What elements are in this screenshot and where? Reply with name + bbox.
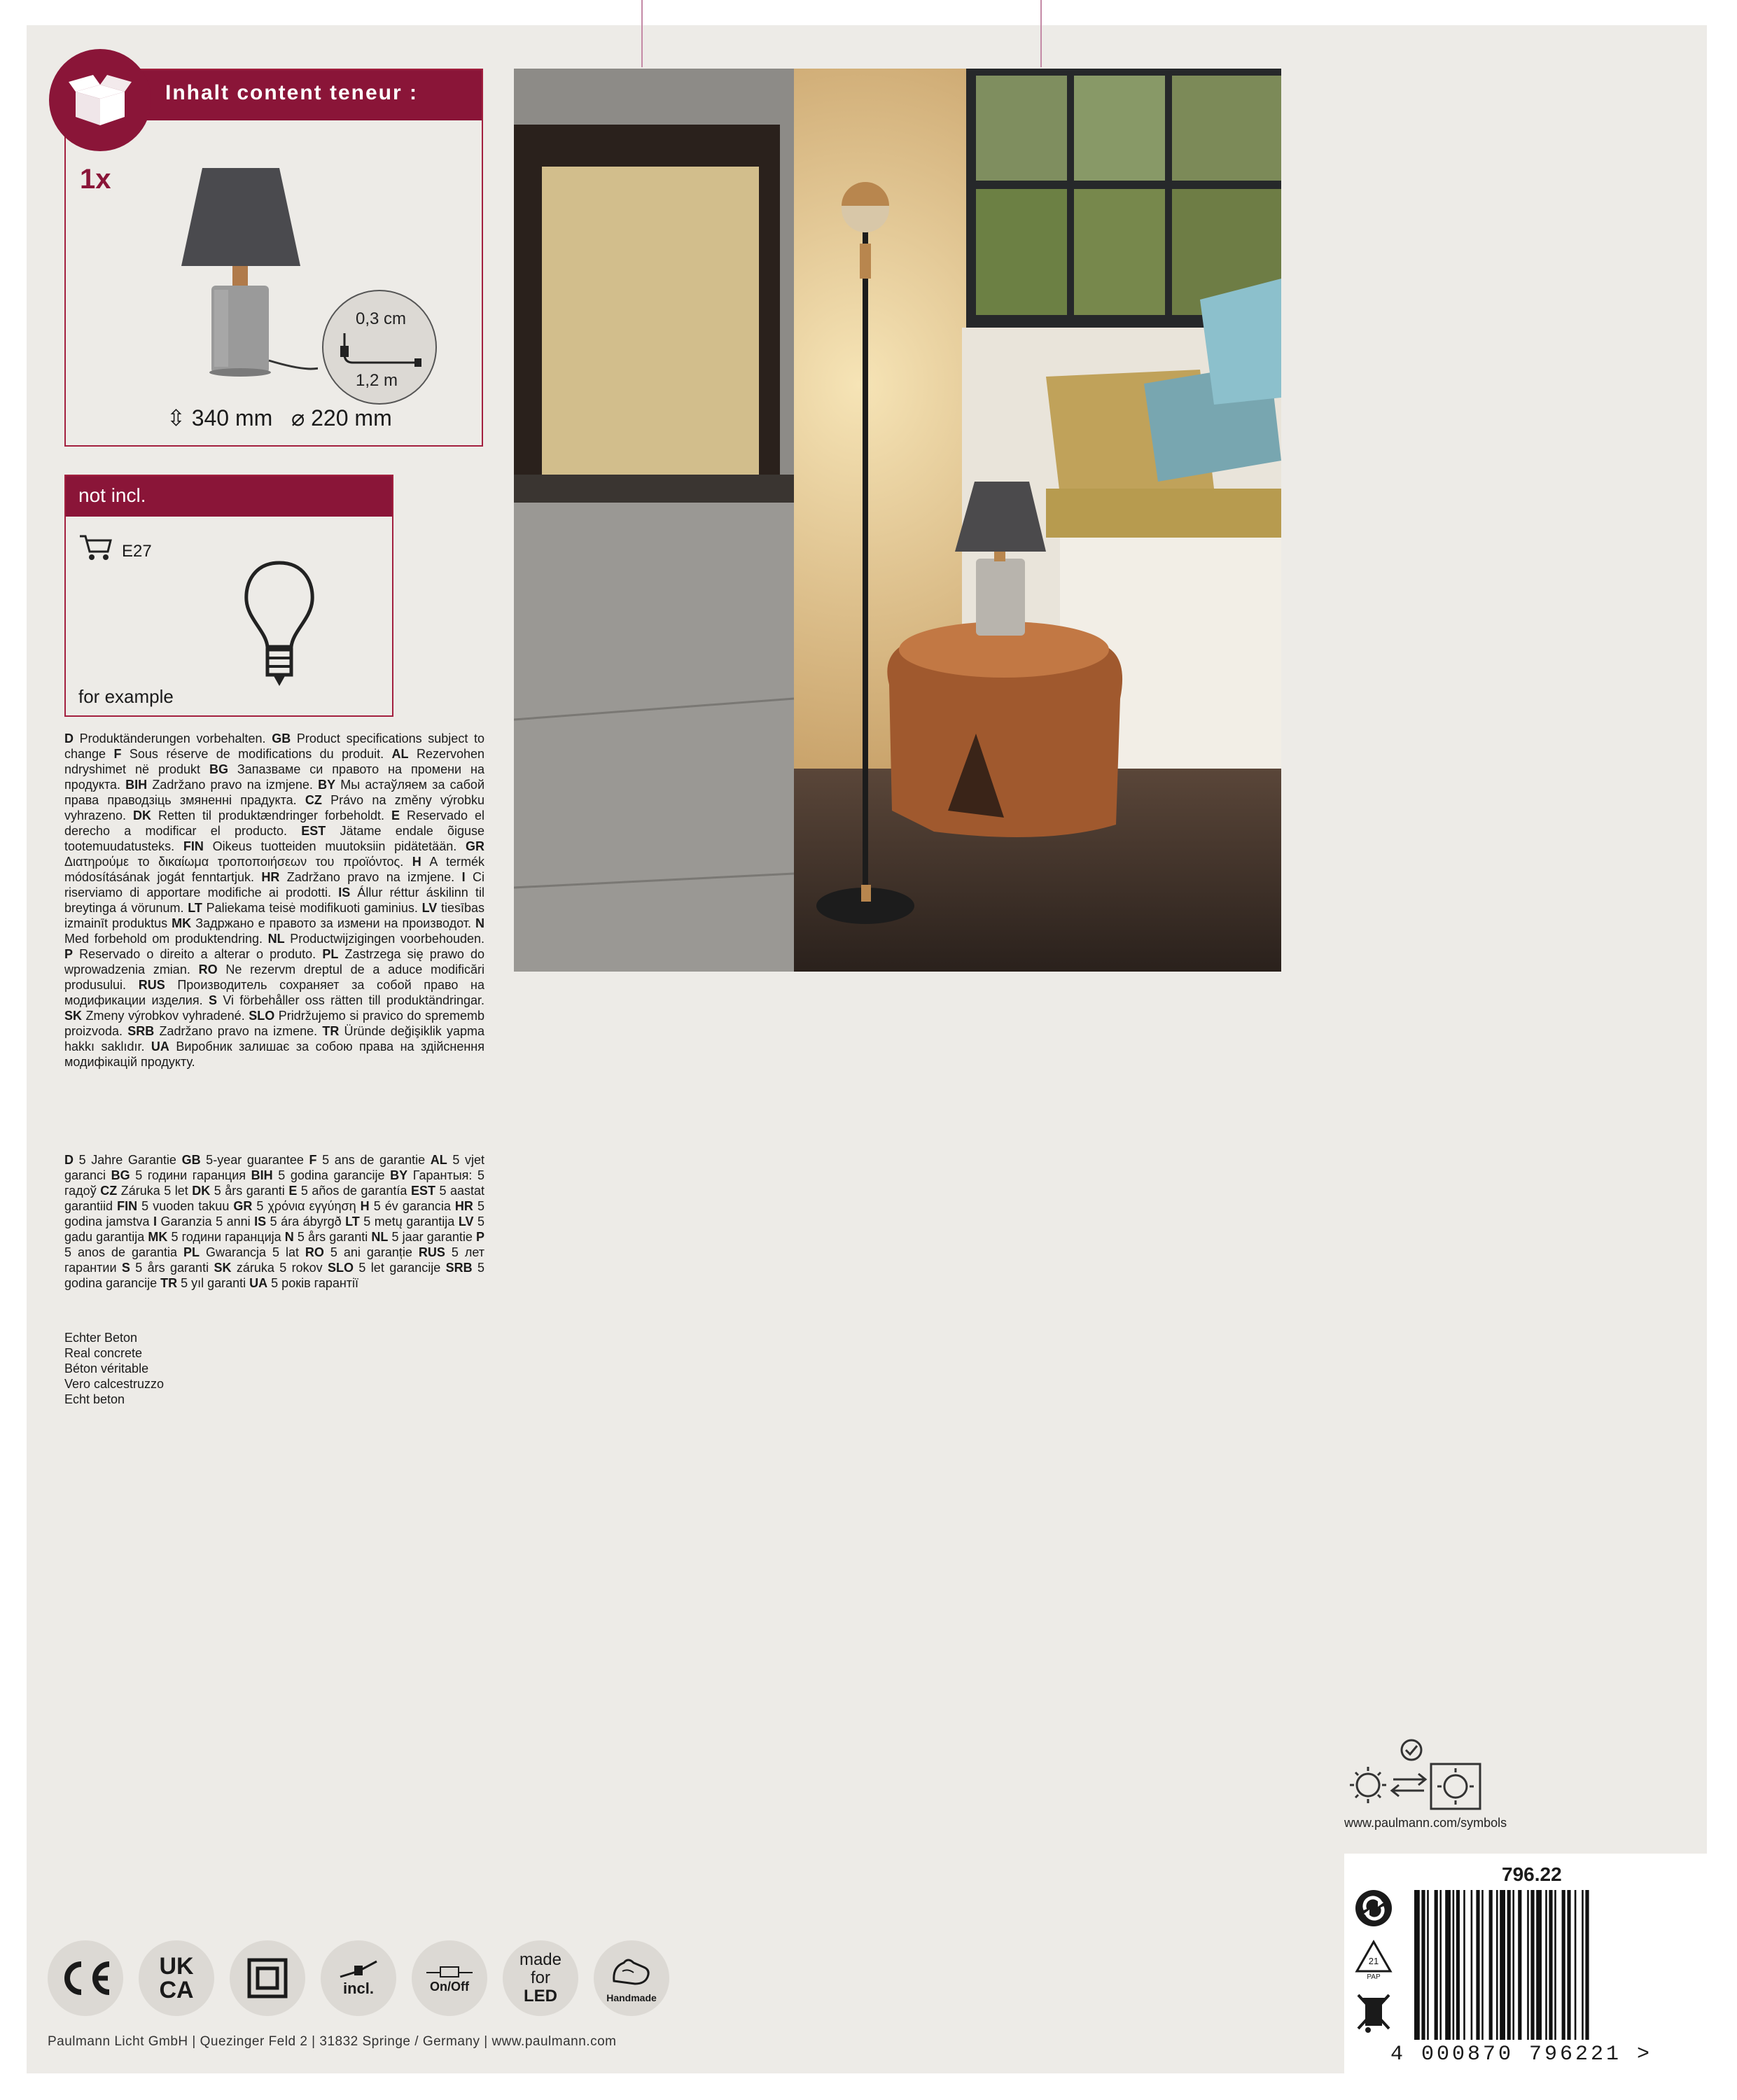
company-address: Paulmann Licht GmbH | Quezinger Feld 2 | 31832 Springe / Germany | www.paulmann.com (48, 2034, 617, 2049)
warranty-text: 5 év garancia (369, 1199, 455, 1213)
barcode-bar (1481, 1890, 1484, 2040)
barcode-bar (1536, 1890, 1542, 2040)
warranty-code: IS (254, 1214, 267, 1228)
warranty-text: 5 yıl garanti (177, 1276, 250, 1290)
warranty-code: EST (410, 1184, 435, 1198)
barcode-bar (1414, 1890, 1420, 2040)
disclaimer-text: Právo na změny výrobku vyhrazeno. (64, 793, 484, 822)
barcode-bar (1585, 1890, 1589, 2040)
shopping-cart-icon (78, 532, 113, 563)
barcode-bar (1435, 1890, 1438, 2040)
disclaimer-text: Zadržano pravo na izmjene. (147, 778, 319, 792)
warranty-code: MK (148, 1230, 168, 1244)
warranty-text: 5 anos de garantia (64, 1245, 183, 1259)
protection-class-ii-icon (230, 1940, 305, 2016)
warranty-code: GR (233, 1199, 253, 1213)
ean-number: 4 000870 796221 > (1390, 2043, 1653, 2066)
disclaimer-code: DK (133, 808, 152, 822)
warranty-code: D (64, 1153, 74, 1167)
disclaimer-code: EST (301, 824, 326, 838)
pap-label: PAP (1367, 1973, 1381, 1980)
disclaimer-code: NL (267, 932, 285, 946)
warranty-code: F (309, 1153, 317, 1167)
disclaimer-code: LT (188, 901, 202, 915)
warranty-text: 5 gadu garantija (64, 1214, 484, 1244)
disclaimer-text: Производитель сохраняет за собой право на модификации изделия. (64, 978, 484, 1007)
disclaimer-code: RUS (138, 978, 165, 992)
disclaimer-code: MK (172, 916, 192, 930)
symbols-url: www.paulmann.com/symbols (1344, 1816, 1507, 1830)
product-lifestyle-photo (514, 69, 1281, 972)
cable-cross-section: 0,3 cm (356, 309, 407, 328)
warranty-text: 5 років гарантії (267, 1276, 359, 1290)
height-arrow-icon: ⇳ (167, 405, 186, 430)
barcode-panel (1344, 1854, 1707, 2073)
warranty-text: záruka 5 rokov (231, 1261, 328, 1275)
disclaimer-code: FIN (183, 839, 204, 853)
warranty-text: 5 aastat garantiid (64, 1184, 485, 1213)
warranty-text: 5 godina garancije (64, 1261, 485, 1290)
disclaimer-text: tiesības izmainīt produktus (64, 901, 485, 930)
disclaimer-code: BY (318, 778, 336, 792)
warranty-code: FIN (117, 1199, 138, 1213)
on-off-label: On/Off (430, 1979, 469, 1994)
disclaimer-text: Zmeny výrobkov vyhradené. (82, 1009, 249, 1023)
disclaimer-text: Product specifications subject to change (64, 732, 484, 761)
warranty-text: 5 години гаранција (167, 1230, 285, 1244)
barcode-bar (1562, 1890, 1565, 2040)
warranty-text: 5 metų garantija (359, 1214, 459, 1228)
disclaimer-code: SLO (249, 1009, 275, 1023)
for-label: for (530, 1968, 550, 1987)
pap-number: 21 (1368, 1956, 1379, 1966)
disclaimer-code: AL (391, 747, 409, 761)
warranty-code: P (476, 1230, 485, 1244)
disclaimer-text: Zastrzega się prawo do wprowadzenia zmian. (64, 947, 484, 976)
barcode-bar (1453, 1890, 1455, 2040)
disclaimer-code: HR (261, 870, 280, 884)
led-compatibility-symbols (1344, 1739, 1498, 1823)
warranty-code: N (284, 1230, 294, 1244)
disclaimer-code: I (461, 870, 466, 884)
disclaimer-text: Мы астаўляем за сабой права праводзіць змяненні прадукта. (64, 778, 484, 807)
disclaimer-text: Produktänderungen vorbehalten. (74, 732, 272, 746)
product-change-disclaimer (64, 731, 484, 1070)
barcode-bar (1445, 1890, 1451, 2040)
disclaimer-text: Zadržano pravo na izmene. (154, 1024, 323, 1038)
warranty-text: 5 vjet garanci (64, 1153, 484, 1182)
led-label: LED (523, 1987, 557, 2005)
disclaimer-text: Pridržujemo si pravico do sprememb proizvoda. (64, 1009, 484, 1038)
ukca-bottom: CA (159, 1977, 194, 2003)
warranty-text: Záruka 5 let (117, 1184, 193, 1198)
dimensions (167, 405, 392, 431)
disclaimer-code: BIH (125, 778, 148, 792)
disclaimer-code: SK (64, 1009, 83, 1023)
warranty-code: BG (111, 1168, 130, 1182)
barcode-bar (1545, 1890, 1547, 2040)
crossed-bin-icon (1353, 1991, 1395, 2036)
barcode-bar (1554, 1890, 1556, 2040)
disclaimer-text: A termék módosításának jogát fenntartjuk. (64, 855, 484, 884)
not-included-header-band (66, 476, 392, 517)
warranty-text: 5 ani garanție (323, 1245, 419, 1259)
warranty-code: E (288, 1184, 298, 1198)
light-bulb-icon (241, 559, 318, 692)
warranty-code: GB (181, 1153, 201, 1167)
warranty-code: LV (458, 1214, 474, 1228)
warranty-code: SLO (328, 1261, 354, 1275)
disclaimer-text: Állur réttur áskilinn til breytinga á vörunum. (64, 886, 484, 915)
disclaimer-text: Paliekama teisė modifikuoti gaminius. (202, 901, 422, 915)
warranty-text: 5 godina jamstva (64, 1199, 484, 1228)
disclaimer-text: Reservado o direito a alterar o produto. (73, 947, 323, 961)
material-fr: Béton véritable (64, 1362, 149, 1376)
barcode-bar (1518, 1890, 1521, 2040)
disclaimer-text: Задржано е правото за измени на производот. (191, 916, 475, 930)
warranty-code: BY (390, 1168, 408, 1182)
material-en: Real concrete (64, 1346, 143, 1360)
warranty-text: 5 års garanti (210, 1184, 289, 1198)
disclaimer-text: Productwijzigingen voorbehouden. (284, 932, 485, 946)
plug-included-label: incl. (342, 1980, 374, 1997)
not-included-header: not incl. (78, 484, 146, 506)
disclaimer-code: P (64, 947, 74, 961)
ce-mark (48, 1940, 123, 2016)
barcode-bar (1456, 1890, 1460, 2040)
warranty-code: RUS (418, 1245, 445, 1259)
disclaimer-text: Oikeus tuotteiden muutoksiin pidätetään. (203, 839, 466, 853)
barcode-bar (1582, 1890, 1584, 2040)
barcode-bar (1496, 1890, 1498, 2040)
barcode-bar (1471, 1890, 1473, 2040)
disclaimer-code: GR (466, 839, 484, 853)
warranty-text: 5 ára ábyrgð (266, 1214, 346, 1228)
warranty-code: TR (160, 1276, 178, 1290)
warranty-text: Gwarancja 5 lat (200, 1245, 305, 1259)
warranty-code: HR (454, 1199, 473, 1213)
plug-included-icon (321, 1940, 396, 2016)
disclaimer-text: Запазваме си правото на промени на продукта. (64, 762, 485, 792)
table-lamp-drawing (164, 161, 318, 385)
warranty-code: PL (183, 1245, 200, 1259)
warranty-code: SRB (445, 1261, 473, 1275)
disclaimer-text: Sous réserve de modifications du produit. (121, 747, 392, 761)
warranty-text: Garanzia 5 anni (157, 1214, 255, 1228)
disclaimer-text: Ne rezervm dreptul de a aduce modificări produsului. (64, 962, 484, 992)
barcode-bar (1575, 1890, 1577, 2040)
material-list (64, 1330, 164, 1407)
for-example-note: for example (78, 686, 174, 707)
barcode-bar (1427, 1890, 1429, 2040)
disclaimer-code: PL (322, 947, 339, 961)
material-it: Vero calcestruzzo (64, 1377, 165, 1391)
disclaimer-code: CZ (305, 793, 322, 807)
barcode-bar (1549, 1890, 1552, 2040)
disclaimer-text: Üründe değişiklik yapma hakkı saklıdır. (64, 1024, 485, 1054)
handmade-label: Handmade (606, 1992, 657, 2003)
barcode-bar (1439, 1890, 1442, 2040)
disclaimer-text: Med forbehold om produktendring. (64, 932, 268, 946)
warranty-code: H (360, 1199, 370, 1213)
disclaimer-code: N (475, 916, 484, 930)
warranty-code: I (153, 1214, 158, 1228)
warranty-text: 5 χρόνια εγγύηση (252, 1199, 361, 1213)
barcode-bar (1567, 1890, 1570, 2040)
made-label: made (519, 1950, 562, 1969)
height-value: 340 mm (191, 405, 273, 430)
material-nl: Echt beton (64, 1392, 125, 1406)
on-off-switch-icon (412, 1940, 487, 2016)
quantity-label: 1x (80, 164, 111, 195)
warranty-code: CZ (100, 1184, 118, 1198)
disclaimer-text: Διατηρούμε το δικαίωμα τροποποιήσεων του προϊόντος. (64, 855, 412, 869)
disclaimer-code: D (64, 732, 74, 746)
warranty-text: 5 års garanti (130, 1261, 214, 1275)
warranty-text: 5 години гаранция (130, 1168, 251, 1182)
disclaimer-text: Retten til produktændringer forbeholdt. (151, 808, 391, 822)
content-header: Inhalt content teneur : (165, 81, 418, 104)
barcode-bar (1500, 1890, 1505, 2040)
disclaimer-code: SRB (127, 1024, 155, 1038)
disclaimer-code: E (391, 808, 400, 822)
warranty-code: NL (371, 1230, 389, 1244)
warranty-text: 5 let garancije (354, 1261, 446, 1275)
ukca-mark (139, 1940, 214, 2016)
warranty-text: 5 лет гарантии (64, 1245, 484, 1275)
barcode-bar (1421, 1890, 1425, 2040)
barcode-bar (1507, 1890, 1511, 2040)
disclaimer-code: LV (421, 901, 438, 915)
barcode-bar (1463, 1890, 1465, 2040)
diameter-value: 220 mm (311, 405, 392, 430)
warranty-code: SK (214, 1261, 232, 1275)
disclaimer-code: UA (151, 1040, 169, 1054)
disclaimer-text: Ci riserviamo di apportare modifiche ai prodotti. (64, 870, 484, 899)
warranty-text: 5 års garanti (293, 1230, 372, 1244)
material-de: Echter Beton (64, 1331, 138, 1345)
diameter-icon: ⌀ (291, 405, 305, 430)
warranty-code: S (121, 1261, 130, 1275)
disclaimer-text: Vi förbehåller oss rätten till produktändringar. (216, 993, 485, 1007)
pap-recycling-icon (1353, 1938, 1395, 1980)
disclaimer-text: Rezervohen ndryshimet në produkt (64, 747, 484, 776)
disclaimer-code: H (412, 855, 421, 869)
crop-mark-right (1040, 0, 1042, 67)
disclaimer-code: RO (198, 962, 218, 976)
warranty-text (64, 1152, 484, 1291)
warranty-text: 5-year guarantee (200, 1153, 309, 1167)
box-icon (49, 49, 151, 151)
warranty-text: 5 jaar garantie (388, 1230, 476, 1244)
barcode-bar (1530, 1890, 1534, 2040)
disclaimer-text: Виробник залишає за собою права на здійснення модифікацій продукту. (64, 1040, 484, 1069)
crop-mark-left (641, 0, 643, 67)
disclaimer-code: IS (338, 886, 351, 899)
cable-info-circle (322, 290, 437, 405)
not-included-box (64, 475, 393, 717)
warranty-code: RO (305, 1245, 324, 1259)
ukca-top: UK (159, 1953, 194, 1980)
warranty-code: AL (430, 1153, 447, 1167)
disclaimer-text: Zadržano pravo na izmjene. (279, 870, 462, 884)
warranty-code: LT (345, 1214, 360, 1228)
article-number: 796.22 (1502, 1863, 1562, 1885)
warranty-text: Гарантыя: 5 гадоў (64, 1168, 484, 1198)
barcode-bar (1527, 1890, 1529, 2040)
disclaimer-code: TR (322, 1024, 340, 1038)
warranty-text: 5 Jahre Garantie (74, 1153, 182, 1167)
living-room-scene (514, 69, 1281, 972)
disclaimer-code: F (113, 747, 122, 761)
disclaimer-code: S (208, 993, 217, 1007)
disclaimer-text: Reservado el derecho a modificar el producto. (64, 808, 484, 838)
cable-length: 1,2 m (356, 371, 398, 390)
barcode-bar (1476, 1890, 1479, 2040)
disclaimer-code: BG (209, 762, 228, 776)
warranty-text: 5 vuoden takuu (137, 1199, 234, 1213)
warranty-code: UA (249, 1276, 268, 1290)
disclaimer-code: GB (272, 732, 291, 746)
warranty-text: 5 ans de garantie (316, 1153, 431, 1167)
warranty-code: BIH (251, 1168, 273, 1182)
disclaimer-text: Jätame endale õiguse tootemuudatusteks. (64, 824, 484, 853)
recycling-icon (1353, 1887, 1395, 1929)
warranty-text: 5 años de garantía (297, 1184, 411, 1198)
handmade-icon (594, 1940, 669, 2016)
made-for-led-icon (503, 1940, 578, 2016)
warranty-text: 5 godina garancije (272, 1168, 391, 1182)
ean-barcode (1411, 1890, 1642, 2044)
socket-type: E27 (122, 542, 152, 561)
barcode-bar (1489, 1890, 1493, 2040)
barcode-bar (1512, 1890, 1514, 2040)
warranty-code: DK (192, 1184, 211, 1198)
